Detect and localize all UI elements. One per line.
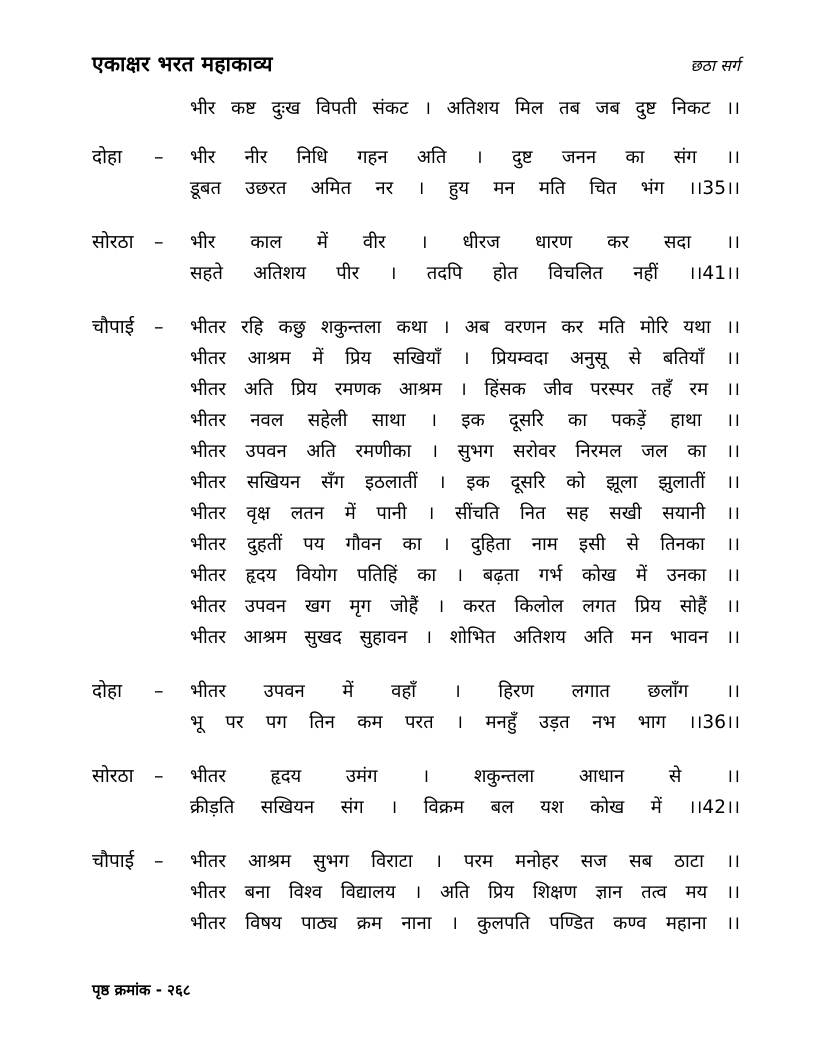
verse-line: भीतर अति प्रिय रमणक आश्रम । हिंसक जीव परस्पर तहँ रम ।।: [190, 379, 740, 400]
verse-block: [92, 142, 740, 204]
verse-line: क्रीड़ति सखियन संग । विक्रम बल यश कोख में ।।42।।: [190, 797, 740, 818]
verse-block: [92, 761, 740, 823]
canto-label: छठा सर्ग: [690, 56, 740, 75]
verse-type-label: दोहा: [92, 146, 123, 168]
verse-line: भीतर आश्रम सुखद सुहावन । शोभित अतिशय अति मन भावन ।।: [190, 627, 740, 648]
verse-line: भीतर दुहतीं पय गौवन का । दुहिता नाम इसी से तिनका ।।: [190, 534, 740, 555]
verse-line: भीतर सखियन सँग इठलातीं । इक दूसरि को झूला झुलातीं ।।: [190, 472, 740, 493]
verse-lines: [190, 312, 740, 653]
verse-line: डूबत उछरत अमित नर । हुय मन मति चित भंग ।।35।।: [190, 178, 740, 199]
page-number: पृष्ठ क्रमांक - २६८: [92, 981, 191, 999]
verse-type-label: सोरठा: [92, 765, 134, 787]
verse-line: भीतर आश्रम में प्रिय सखियाँ । प्रियम्वदा अनुसू से बतियाँ ।।: [190, 348, 740, 369]
verse-type-label: सोरठा: [92, 231, 134, 253]
verse-line: भीतर उपवन खग मृग जोहैं । करत किलोल लगत प्रिय सोहैं ।।: [190, 596, 740, 617]
verse-line: भीतर विषय पाठ्य क्रम नाना । कुलपति पण्डित कण्व महाना ।।: [190, 913, 740, 934]
page-footer: [92, 980, 191, 1000]
verse-dash: –: [154, 850, 164, 872]
verse-lines: [190, 676, 740, 738]
verse-line: भीतर वृक्ष लतन में पानी । सींचति नित सह सखी सयानी ।।: [190, 503, 740, 524]
verse-continuation-line: भीर कष्ट दुःख विपती संकट । अतिशय मिल तब जब दुष्ट निकट ।।: [190, 98, 740, 119]
verse-block: [92, 227, 740, 289]
verse-line: भीतर उपवन अति रमणीका । सुभग सरोवर निरमल जल का ।।: [190, 441, 740, 462]
verse-block: [92, 676, 740, 738]
verse-lines: [190, 227, 740, 289]
verse-blocks: [92, 142, 740, 939]
verse-dash: –: [154, 680, 164, 702]
book-title: एकाक्षर भरत महाकाव्य: [92, 52, 273, 76]
verse-line: भीतर नवल सहेली साथा । इक दूसरि का पकड़ें हाथा ।।: [190, 410, 740, 431]
verse-block: [92, 312, 740, 653]
verse-line: भीर काल में वीर । धीरज धारण कर सदा ।।: [190, 232, 740, 253]
verse-block: [92, 846, 740, 939]
verse-lines: [190, 846, 740, 939]
verse-lines: [190, 142, 740, 204]
verse-dash: –: [154, 146, 164, 168]
verse-line: भीतर हृदय वियोग पतिहिं का । बढ़ता गर्भ कोख में उनका ।।: [190, 565, 740, 586]
verse-type-label: चौपाई: [92, 316, 135, 338]
verse-line: भीर नीर निधि गहन अति । दुष्ट जनन का संग ।।: [190, 147, 740, 168]
verse-line: भीतर रहि कछु शकुन्तला कथा । अब वरणन कर मति मोरि यथा ।।: [190, 317, 740, 338]
verse-dash: –: [154, 765, 164, 787]
verse-line: भू पर पग तिन कम परत । मनहुँ उड़त नभ भाग ।।36।।: [190, 712, 740, 733]
verse-dash: –: [154, 316, 164, 338]
verse-type-label: दोहा: [92, 680, 123, 702]
verse-dash: –: [154, 231, 164, 253]
page-header: [92, 50, 740, 78]
verse-type-label: चौपाई: [92, 850, 135, 872]
verse-line: भीतर हृदय उमंग । शकुन्तला आधान से ।।: [190, 766, 740, 787]
verse-line: सहते अतिशय पीर । तदपि होत विचलित नहीं ।।41।।: [190, 263, 740, 284]
verse-lines: [190, 761, 740, 823]
verse-line: भीतर आश्रम सुभग विराटा । परम मनोहर सज सब ठाटा ।।: [190, 851, 740, 872]
verse-line: भीतर उपवन में वहाँ । हिरण लगात छलाँग ।।: [190, 681, 740, 702]
verse-line: भीतर बना विश्व विद्यालय । अति प्रिय शिक्षण ज्ञान तत्व मय ।।: [190, 882, 740, 903]
